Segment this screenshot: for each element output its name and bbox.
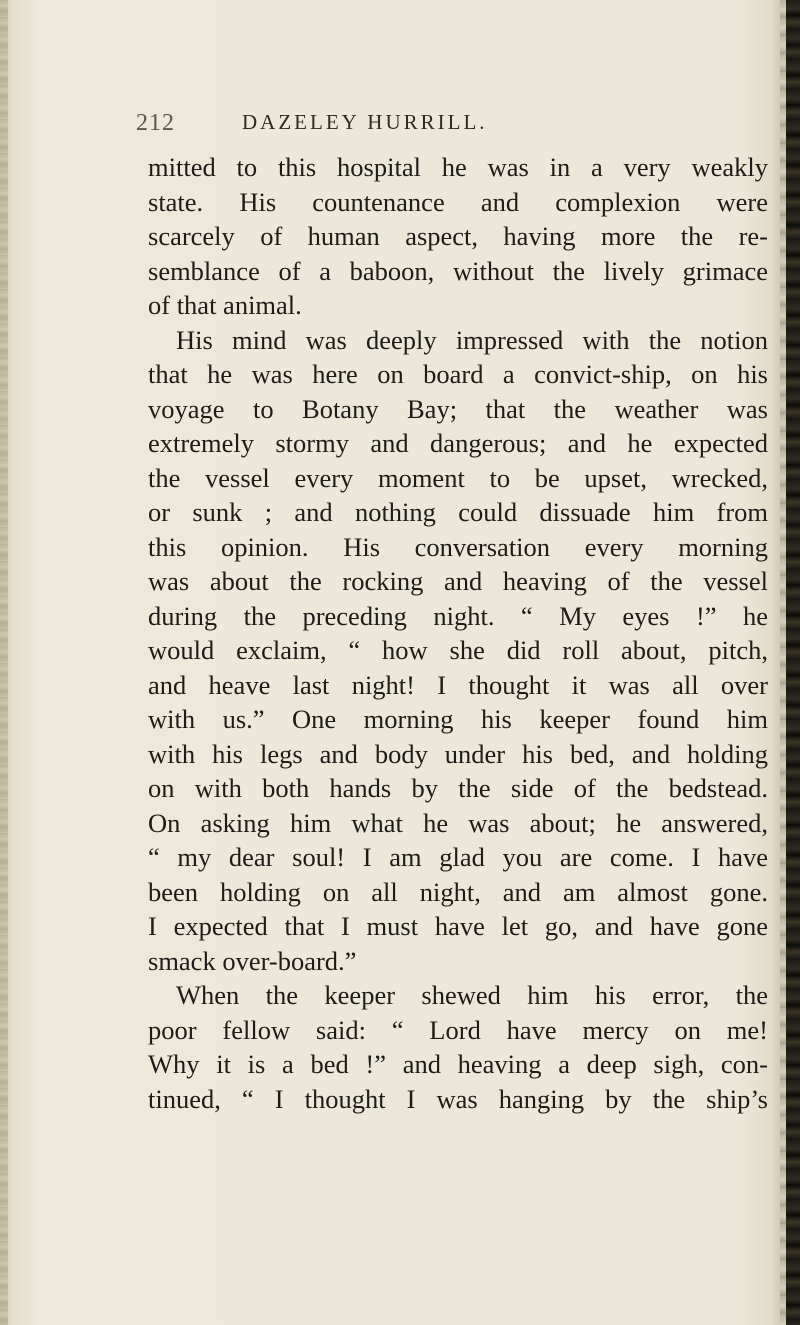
text-line: smack over-board.”: [148, 945, 357, 976]
text-line: His mind was deeply impressed with the notion: [176, 324, 768, 355]
text-line: was about the rocking and heaving of the vessel: [148, 566, 768, 596]
text-line: state. His countenance and complexion were: [148, 186, 768, 217]
text-line: scarcely of human aspect, having more the re-: [148, 221, 768, 251]
text-line: extremely stormy and dangerous; and he expected: [148, 428, 768, 458]
text-line: On asking him what he was about; he answered,: [148, 807, 768, 838]
text-line: on with both hands by the side of the bedstead.: [148, 773, 768, 803]
page-header: [136, 104, 756, 144]
text-line: been holding on all night, and am almost gone.: [148, 876, 768, 907]
text-line: When the keeper shewed him his error, the: [176, 980, 768, 1010]
text-line: during the preceding night. “ My eyes !” he: [148, 600, 768, 631]
right-binding-edge: [786, 0, 800, 1325]
left-page-edge: [0, 0, 8, 1325]
text-line: this opinion. His conversation every morning: [148, 531, 768, 562]
page-number: 212: [136, 110, 175, 136]
text-line: with his legs and body under his bed, and holding: [148, 738, 768, 769]
text-line: and heave last night! I thought it was all over: [148, 669, 768, 700]
text-line: I expected that I must have let go, and have gone: [148, 911, 768, 941]
text-line: the vessel every moment to be upset, wrecked,: [148, 462, 768, 493]
text-line: Why it is a bed !” and heaving a deep sigh, con-: [148, 1049, 768, 1079]
running-title: DAZELEY HURRILL.: [242, 110, 488, 134]
text-line: with us.” One morning his keeper found him: [148, 704, 768, 734]
text-line: poor fellow said: “ Lord have mercy on me!: [148, 1014, 768, 1045]
text-line: or sunk ; and nothing could dissuade him from: [148, 497, 768, 527]
text-line: voyage to Botany Bay; that the weather was: [148, 393, 768, 424]
text-line: of that animal.: [148, 290, 302, 320]
text-line: would exclaim, “ how she did roll about, pitch,: [148, 635, 768, 665]
text-line: semblance of a baboon, without the lively grimace: [148, 255, 768, 286]
text-line: that he was here on board a convict-ship, on his: [148, 359, 768, 389]
text-line: mitted to this hospital he was in a very weakly: [148, 152, 768, 182]
text-line: “ my dear soul! I am glad you are come. I have: [148, 842, 768, 872]
body-text: [148, 150, 768, 1116]
text-line: tinued, “ I thought I was hanging by the ship’s: [148, 1083, 768, 1114]
